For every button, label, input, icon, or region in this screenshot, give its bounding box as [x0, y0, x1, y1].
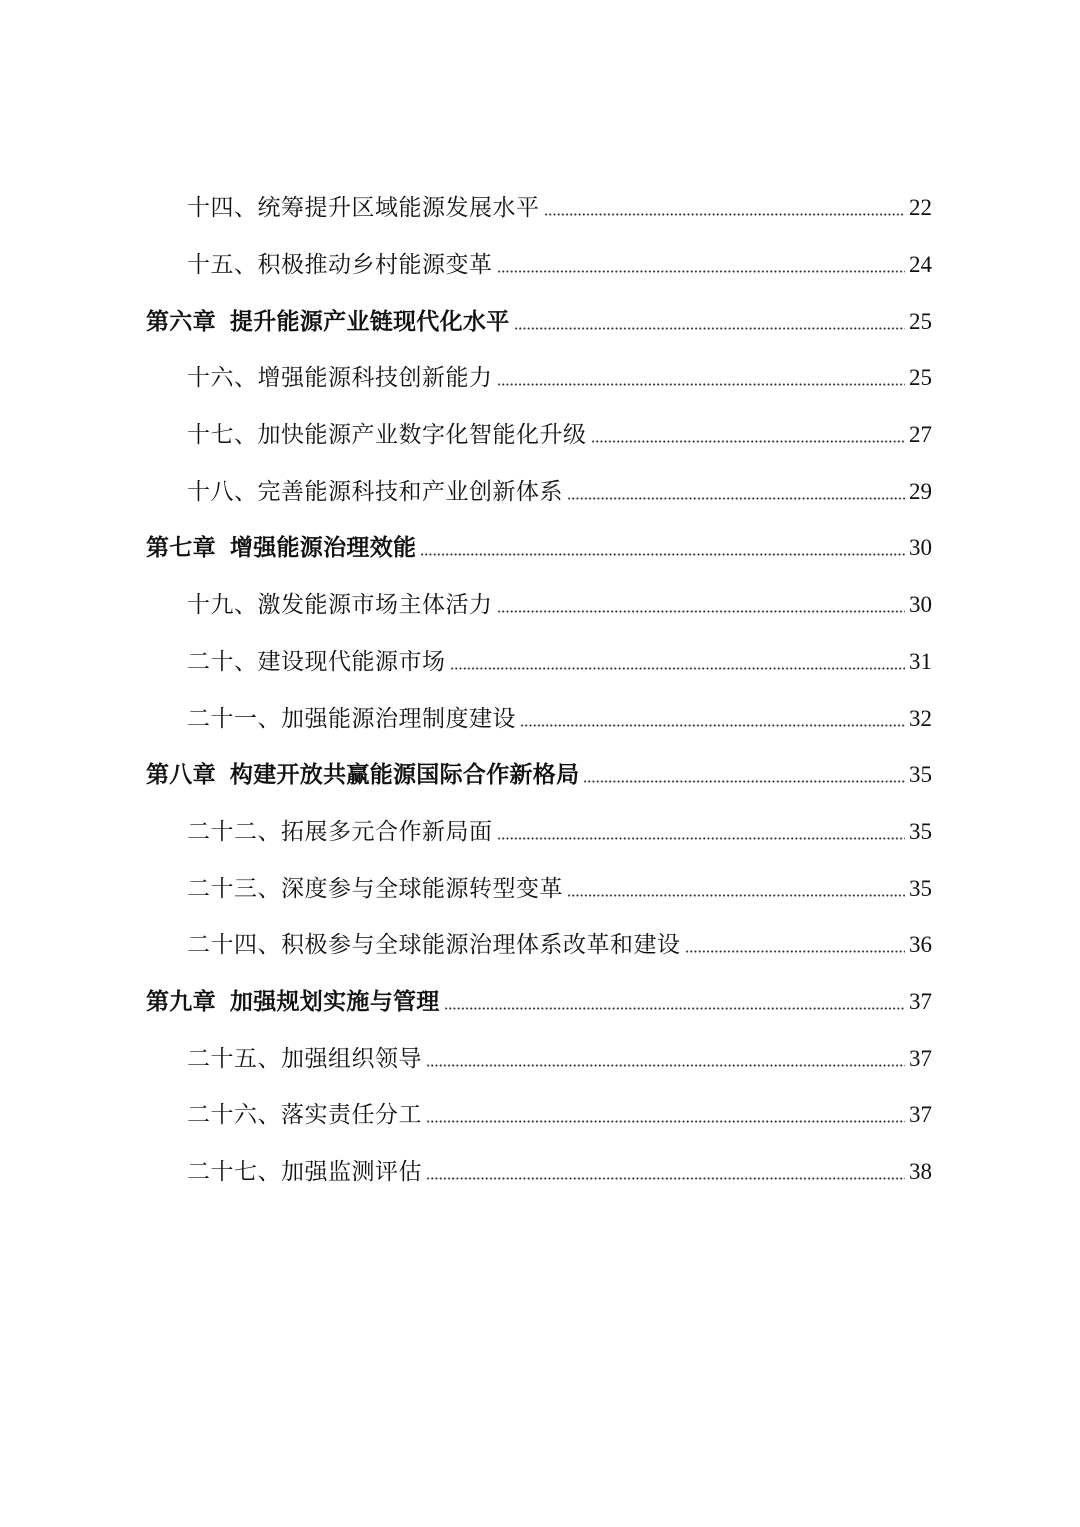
toc-entry-page: 35 — [909, 818, 932, 844]
dot-leader — [450, 667, 906, 670]
toc-entry-title: 二十、建设现代能源市场 — [187, 648, 446, 675]
toc-entry-page: 37 — [909, 1102, 932, 1128]
toc-entry-section-22[interactable] — [0, 804, 1080, 861]
dot-leader — [583, 780, 905, 783]
toc-entry-section-16[interactable] — [0, 350, 1080, 407]
dot-leader — [685, 950, 906, 953]
toc-entry-section-24[interactable] — [0, 917, 1080, 974]
toc-entry-section-21[interactable] — [0, 690, 1080, 747]
toc-entry-section-25[interactable] — [0, 1030, 1080, 1087]
dot-leader — [426, 1120, 905, 1123]
toc-entry-page: 22 — [909, 195, 932, 221]
toc-entry-page: 24 — [909, 252, 932, 278]
toc-entry-section-19[interactable] — [0, 577, 1080, 634]
toc-entry-page: 37 — [909, 988, 932, 1014]
dot-leader — [444, 1007, 905, 1010]
toc-chapter-heading — [146, 760, 579, 790]
toc-entry-title: 二十七、加强监测评估 — [187, 1159, 422, 1186]
toc-entry-section-27[interactable] — [0, 1144, 1080, 1201]
toc-chapter-title: 构建开放共赢能源国际合作新格局 — [229, 761, 580, 789]
toc-chapter-title: 加强规划实施与管理 — [229, 987, 440, 1015]
dot-leader — [426, 1064, 905, 1067]
toc-entry-title: 二十三、深度参与全球能源转型变革 — [187, 875, 563, 902]
toc-entry-section-26[interactable] — [0, 1087, 1080, 1144]
toc-chapter-number: 第九章 — [146, 987, 216, 1015]
toc-entry-section-20[interactable] — [0, 634, 1080, 691]
toc-entry-page: 31 — [909, 648, 932, 674]
dot-leader — [544, 213, 906, 216]
dot-leader — [497, 837, 906, 840]
toc-entry-chapter-8[interactable] — [0, 747, 1080, 804]
toc-entry-title: 十九、激发能源市场主体活力 — [187, 592, 493, 619]
dot-leader — [567, 894, 905, 897]
toc-entry-section-15[interactable] — [0, 237, 1080, 294]
toc-chapter-title: 提升能源产业链现代化水平 — [229, 307, 510, 335]
toc-entry-section-14[interactable] — [0, 180, 1080, 237]
dot-leader — [426, 1177, 905, 1180]
toc-chapter-title: 增强能源治理效能 — [229, 534, 417, 562]
toc-entry-page: 27 — [909, 422, 932, 448]
toc-chapter-heading — [146, 533, 416, 563]
toc-entry-title: 二十六、落实责任分工 — [187, 1102, 422, 1129]
toc-entry-title: 十五、积极推动乡村能源变革 — [187, 252, 493, 279]
toc-entry-title: 十四、统筹提升区域能源发展水平 — [187, 195, 540, 222]
dot-leader — [514, 327, 905, 330]
toc-entry-section-17[interactable] — [0, 407, 1080, 464]
toc-entry-page: 35 — [909, 762, 932, 788]
dot-leader — [591, 440, 906, 443]
toc-entry-title: 二十五、加强组织领导 — [187, 1045, 422, 1072]
toc-chapter-heading — [146, 987, 440, 1017]
toc-entry-page: 30 — [909, 535, 932, 561]
toc-entry-title: 二十一、加强能源治理制度建设 — [187, 705, 516, 732]
toc-entry-section-23[interactable] — [0, 860, 1080, 917]
toc-entry-chapter-7[interactable] — [0, 520, 1080, 577]
toc-entry-title: 十六、增强能源科技创新能力 — [187, 365, 493, 392]
dot-leader — [420, 553, 905, 556]
toc-entry-page: 32 — [909, 705, 932, 731]
toc-entry-chapter-6[interactable] — [0, 293, 1080, 350]
toc-entry-page: 25 — [909, 365, 932, 391]
toc-chapter-number: 第八章 — [146, 761, 216, 789]
toc-entry-page: 36 — [909, 932, 932, 958]
toc-entry-title: 十七、加快能源产业数字化智能化升级 — [187, 422, 587, 449]
toc-chapter-number: 第六章 — [146, 307, 216, 335]
toc-entry-section-18[interactable] — [0, 463, 1080, 520]
toc-entry-page: 38 — [909, 1159, 932, 1185]
toc-entry-page: 30 — [909, 592, 932, 618]
dot-leader — [567, 497, 905, 500]
table-of-contents — [0, 180, 1080, 1200]
toc-chapter-number: 第七章 — [146, 534, 216, 562]
toc-entry-page: 37 — [909, 1045, 932, 1071]
dot-leader — [497, 383, 906, 386]
dot-leader — [497, 270, 906, 273]
dot-leader — [520, 724, 905, 727]
toc-entry-title: 十八、完善能源科技和产业创新体系 — [187, 478, 563, 505]
toc-chapter-heading — [146, 307, 510, 337]
toc-entry-title: 二十四、积极参与全球能源治理体系改革和建设 — [187, 932, 681, 959]
toc-entry-chapter-9[interactable] — [0, 974, 1080, 1031]
toc-entry-title: 二十二、拓展多元合作新局面 — [187, 818, 493, 845]
toc-entry-page: 25 — [909, 308, 932, 334]
toc-entry-page: 35 — [909, 875, 932, 901]
dot-leader — [497, 610, 906, 613]
toc-entry-page: 29 — [909, 478, 932, 504]
